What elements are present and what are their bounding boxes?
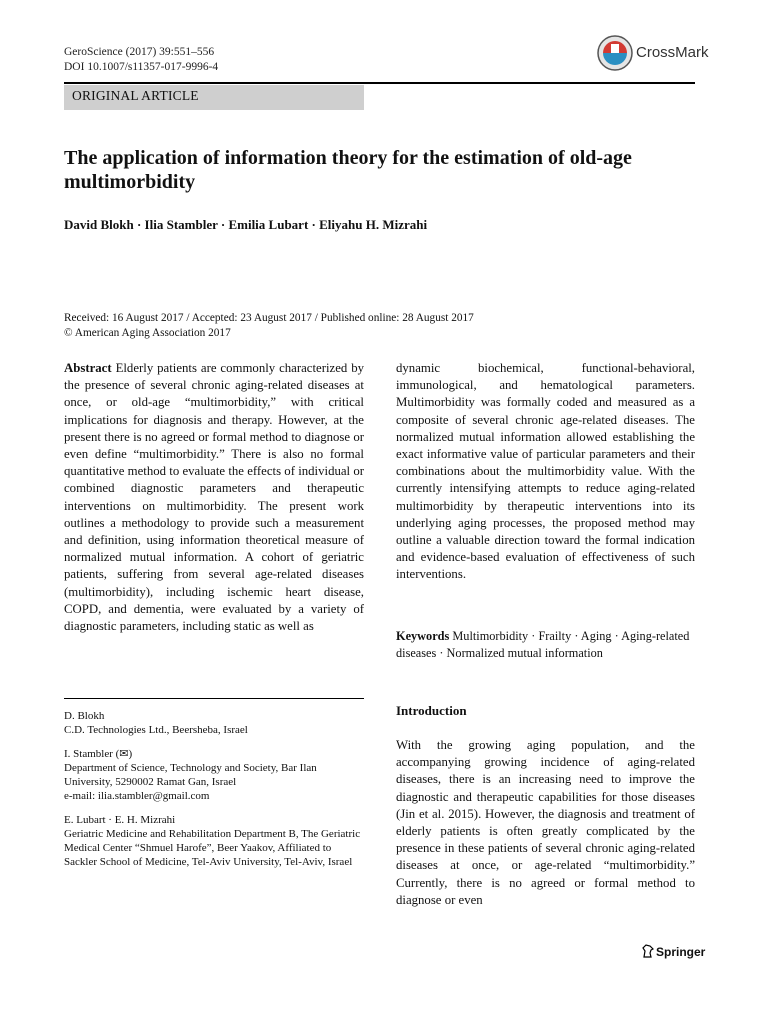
- article-title: The application of information theory for the estimation of old-age multimorbidity: [64, 147, 632, 193]
- article-type-banner: [64, 85, 364, 110]
- crossmark-icon: [596, 34, 634, 72]
- affiliation-item: [64, 813, 364, 869]
- crossmark-label: CrossMark: [636, 44, 709, 61]
- journal-info: [64, 45, 218, 75]
- journal-citation: GeroScience (2017) 39:551–556: [64, 46, 215, 58]
- publication-dates: [64, 311, 704, 341]
- springer-logo: [642, 943, 706, 961]
- keywords-heading: Keywords: [396, 629, 450, 643]
- abstract-heading: Abstract: [64, 361, 112, 375]
- affiliation-name: D. Blokh: [64, 710, 105, 722]
- affiliation-email[interactable]: e-mail: ilia.stambler@gmail.com: [64, 790, 210, 802]
- author-list: David Blokh · Ilia Stambler · Emilia Lubart · Eliyahu H. Mizrahi: [64, 217, 428, 232]
- affiliation-name: E. Lubart · E. H. Mizrahi: [64, 814, 176, 826]
- springer-label: Springer: [656, 945, 706, 959]
- affiliation-item: [64, 747, 364, 803]
- article-type-label: ORIGINAL ARTICLE: [72, 88, 199, 103]
- affiliation-line: Geriatric Medicine and Rehabilitation Department B, The Geriatric Medical Center “Shmuel Harofe”, Beer Yaakov, Affiliated to Sackler School of Medicine, Tel-Aviv University, Tel-Aviv, Israel: [64, 828, 361, 868]
- abstract-right: [396, 360, 695, 584]
- keywords: [396, 628, 696, 662]
- abstract-left: [64, 360, 364, 635]
- affiliations: [64, 709, 364, 879]
- introduction-heading: Introduction: [396, 703, 467, 718]
- affiliation-item: [64, 709, 364, 737]
- abstract-text-right: dynamic biochemical, functional-behavioral, immunological, and hematological parameters. Multimorbidity was formally coded and measured as a composite of several chronic age-related diseases. The normalized mutual information allowed establishing the exact informative value of particular parameters and their combinations about the multimorbidity value. With the currently intensifying attempts to reduce aging-related multimorbidity by therapeutic interventions into its underlying aging processes, the proposed method may outline a valuable direction toward the formal indication and evidence-based evaluation of effectiveness of such interventions.: [396, 361, 695, 582]
- date-history: Received: 16 August 2017 / Accepted: 23 August 2017 / Published online: 28 August 2017: [64, 312, 474, 324]
- crossmark-button[interactable]: [596, 34, 709, 74]
- affiliation-name: I. Stambler (✉): [64, 748, 133, 760]
- abstract-text-left: Elderly patients are commonly characterized by the presence of several chronic aging-related diseases at once, or old-age “multimorbidity,” with critical implications for diagnosis and therapy. However, at the present there is no agreed or formal method to diagnose or even define “multimorbidity.” There is also no formal quantitative method to evaluate the effects of individual or combined diagnostic parameters and therapeutic interventions on multimorbidity. The present work outlines a methodology to provide such a measurement and definition, using information theoretical measure of normalized mutual information. A cohort of geriatric patients, suffering from several age-related diseases (multimorbidity), including ischemic heart disease, COPD, and dementia, were evaluated by a variety of diagnostic parameters, including static as well as: [64, 361, 365, 634]
- affiliation-line: C.D. Technologies Ltd., Beersheba, Israel: [64, 724, 248, 736]
- header-rule: [64, 82, 695, 84]
- springer-horse-icon: [642, 944, 654, 958]
- doi[interactable]: DOI 10.1007/s11357-017-9996-4: [64, 61, 219, 73]
- affiliation-rule: [64, 698, 364, 699]
- keywords-text: Multimorbidity · Frailty · Aging · Aging-related diseases · Normalized mutual information: [396, 629, 690, 660]
- copyright: © American Aging Association 2017: [64, 327, 231, 339]
- affiliation-line: Department of Science, Technology and Society, Bar Ilan University, 5290002 Ramat Gan, Israel: [64, 762, 317, 788]
- introduction-text: With the growing aging population, and the accompanying growing incidence of aging-related diseases, there is an increasing need to improve the diagnostic and therapeutic capabilities for those diseases (Jin et al. 2015). However, the diagnosis and treatment of elderly patients is often greatly complicated by the presence in these patients of several chronic aging-related diseases at once, or age-related “multimorbidity.” Currently, there is no agreed or formal method to diagnose or even: [396, 738, 695, 907]
